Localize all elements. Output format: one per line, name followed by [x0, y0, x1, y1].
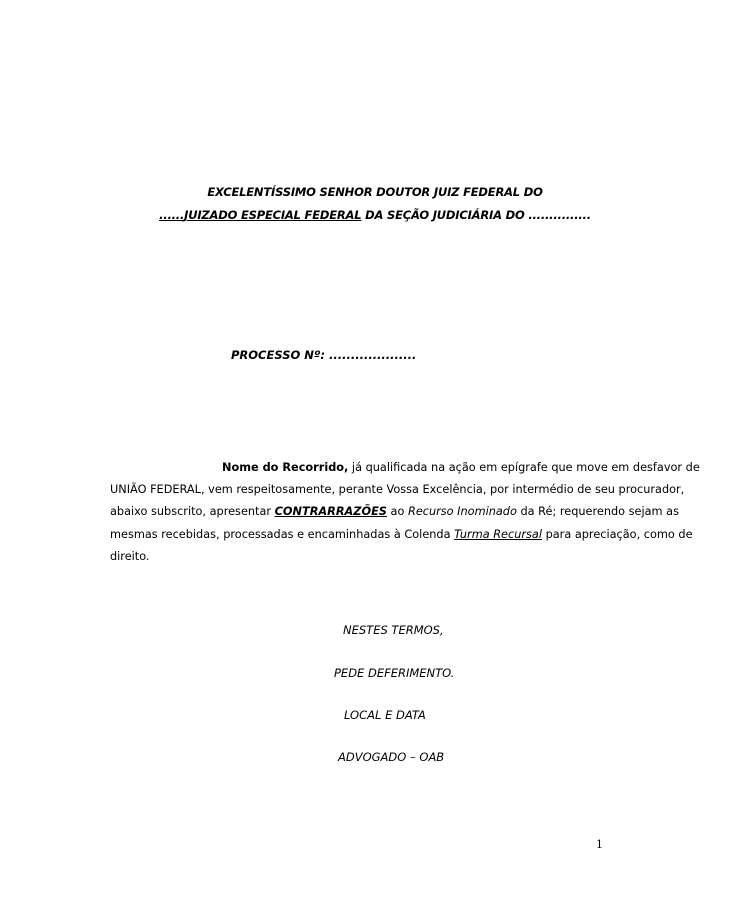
contrarrazoes-term: CONTRARRAZÕES	[274, 505, 387, 519]
header-line-1: EXCELENTÍSSIMO SENHOR DOUTOR JUIZ FEDERAL DO	[207, 185, 543, 199]
nestes-termos-text: NESTES TERMOS,	[343, 623, 444, 637]
header-dots: ......	[159, 208, 185, 222]
paragraph-text: já qualificada na ação em epígrafe que move em desfavor de	[348, 461, 700, 474]
paragraph-line-5: direito.	[110, 549, 150, 563]
paragraph-text: mesmas recebidas, processadas e encaminhadas à Colenda	[110, 527, 455, 541]
petition-paragraph	[110, 457, 700, 568]
paragraph-line-4	[110, 524, 693, 546]
recorrido-name: Nome do Recorrido,	[222, 461, 349, 474]
advogado-oab-text: ADVOGADO – OAB	[338, 750, 445, 764]
pede-deferimento-text: PEDE DEFERIMENTO.	[334, 666, 455, 680]
turma-recursal-term: Turma Recursal	[454, 527, 542, 541]
juizado-especial-federal: JUIZADO ESPECIAL FEDERAL	[184, 208, 362, 222]
addressee-header	[0, 181, 750, 227]
header-line-2	[0, 204, 750, 227]
paragraph-text: da Ré; requerendo sejam as	[516, 505, 679, 519]
paragraph-text: para apreciação, como de	[541, 527, 693, 541]
paragraph-text: ao	[386, 505, 408, 519]
local-data-text: LOCAL E DATA	[344, 708, 426, 722]
page-number: 1	[596, 838, 603, 851]
paragraph-line-3	[110, 501, 679, 523]
paragraph-text: abaixo subscrito, apresentar	[110, 505, 275, 519]
paragraph-line-2: UNIÃO FEDERAL, vem respeitosamente, perante Vossa Excelência, por intermédio de seu procurador,	[110, 483, 685, 497]
processo-number: PROCESSO Nº: ....................	[231, 348, 417, 362]
header-secao: DA SEÇÃO JUDICIÁRIA DO ...............	[361, 208, 591, 222]
paragraph-line-1	[110, 457, 700, 479]
recurso-inominado-term: Recurso Inominado	[407, 505, 517, 519]
